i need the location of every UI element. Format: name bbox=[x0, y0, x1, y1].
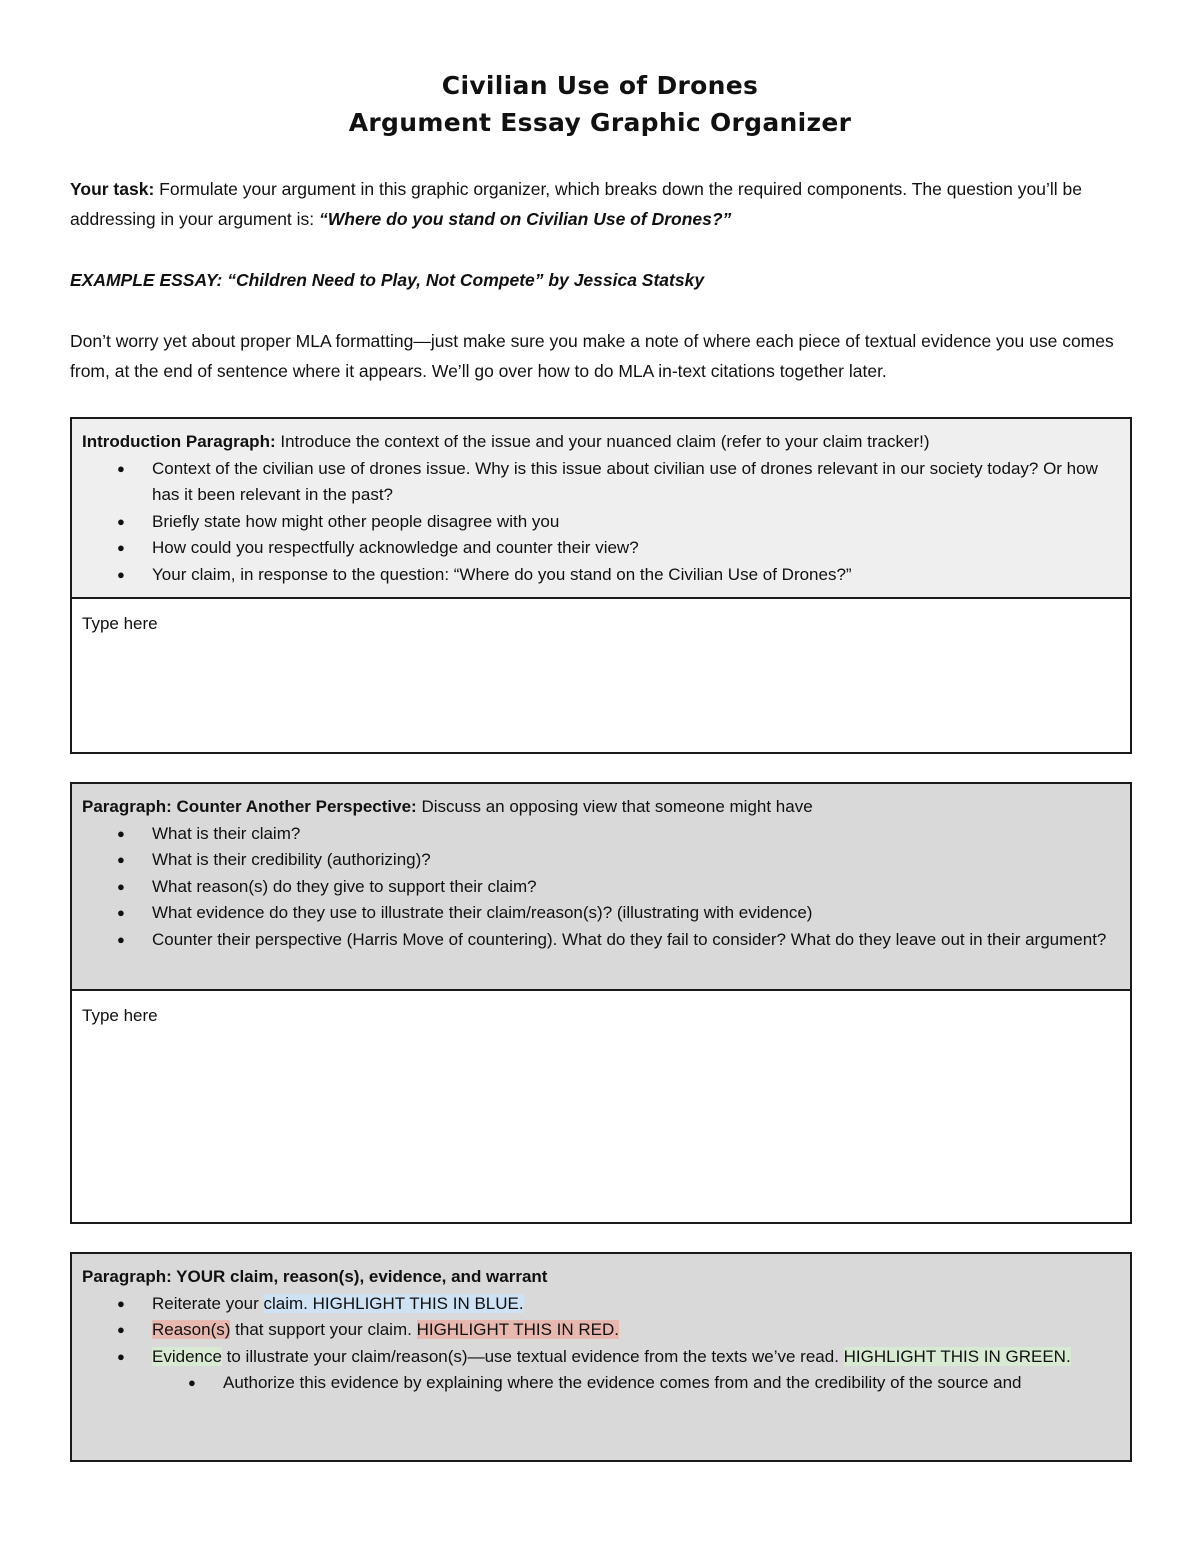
claim-bullet-text: that support your claim. bbox=[230, 1320, 417, 1339]
red-highlight: HIGHLIGHT THIS IN RED. bbox=[416, 1320, 620, 1339]
list-item bbox=[82, 1344, 1120, 1371]
counter-answer-field[interactable]: Type here bbox=[82, 1006, 158, 1025]
intro-text: Introduce the context of the issue and your nuanced claim (refer to your claim tracker!) bbox=[275, 432, 930, 451]
intro-answer-field[interactable]: Type here bbox=[82, 614, 158, 633]
document-subtitle: Argument Essay Graphic Organizer bbox=[348, 108, 852, 137]
red-highlight: Reason(s) bbox=[152, 1320, 231, 1339]
claim-section bbox=[70, 1252, 1132, 1462]
green-highlight: HIGHLIGHT THIS IN GREEN. bbox=[843, 1346, 1071, 1366]
blue-highlight: claim. HIGHLIGHT THIS IN BLUE. bbox=[263, 1293, 524, 1313]
claim-bullet-text: to illustrate your claim/reason(s)—use textual evidence from the texts we’ve read. bbox=[221, 1346, 844, 1366]
list-item: ● What evidence do they use to illustrate their claim/reason(s)? (illustrating with evidence) bbox=[82, 900, 1120, 927]
list-item: ● Context of the civilian use of drones issue. Why is this issue about civilian use of drones relevant in our society today? Or how has it been relevant in the past? bbox=[82, 456, 1120, 509]
list-item: ● What is their claim? bbox=[82, 821, 1120, 848]
document-title: Civilian Use of Drones bbox=[441, 71, 759, 100]
task-text: Formulate your argument in this graphic organizer, which breaks down the required components. The question you’ll be addressing in your argument is: bbox=[70, 179, 1082, 229]
list-item: ● What is their credibility (authorizing)? bbox=[82, 847, 1120, 874]
counter-text: Discuss an opposing view that someone might have bbox=[416, 797, 813, 816]
intro-section bbox=[70, 417, 1132, 754]
intro-prompt bbox=[72, 419, 1130, 599]
list-item bbox=[82, 1291, 1120, 1318]
list-item: ● Briefly state how might other people disagree with you bbox=[82, 509, 1120, 536]
task-label: Your task: bbox=[70, 179, 155, 199]
intro-bullets bbox=[82, 456, 1120, 589]
intro-heading: Introduction Paragraph: bbox=[82, 432, 276, 451]
mla-note: Don’t worry yet about proper MLA formatting—just make sure you make a note of where each piece of textual evidence you use comes from, at the end of sentence where it appears. We’ll go over how to do MLA in-text citations together later. bbox=[70, 331, 1114, 381]
list-item: ● What reason(s) do they give to support their claim? bbox=[82, 874, 1120, 901]
counter-heading: Paragraph: Counter Another Perspective: bbox=[82, 797, 417, 816]
list-item: ● Counter their perspective (Harris Move of countering). What do they fail to consider? What do they leave out in their argument? bbox=[82, 927, 1120, 954]
claim-heading: Paragraph: YOUR claim, reason(s), evidence, and warrant bbox=[82, 1267, 548, 1286]
example-essay: EXAMPLE ESSAY: “Children Need to Play, Not Compete” by Jessica Statsky bbox=[70, 270, 705, 290]
list-item: ● Your claim, in response to the question: “Where do you stand on the Civilian Use of Drones?” bbox=[82, 562, 1120, 589]
list-item: ● How could you respectfully acknowledge and counter their view? bbox=[82, 535, 1120, 562]
counter-prompt bbox=[72, 784, 1130, 991]
counter-bullets bbox=[82, 821, 1120, 954]
list-item: ● Authorize this evidence by explaining where the evidence comes from and the credibility of the source and bbox=[82, 1370, 1120, 1397]
counter-section bbox=[70, 782, 1132, 1224]
task-question: “Where do you stand on Civilian Use of Drones?” bbox=[319, 209, 732, 229]
list-item bbox=[82, 1317, 1120, 1344]
claim-bullets bbox=[82, 1291, 1120, 1397]
task-instructions bbox=[70, 174, 1130, 234]
claim-prompt bbox=[72, 1254, 1130, 1460]
green-highlight: Evidence bbox=[152, 1346, 222, 1366]
claim-bullet-text: Reiterate your bbox=[152, 1293, 264, 1313]
